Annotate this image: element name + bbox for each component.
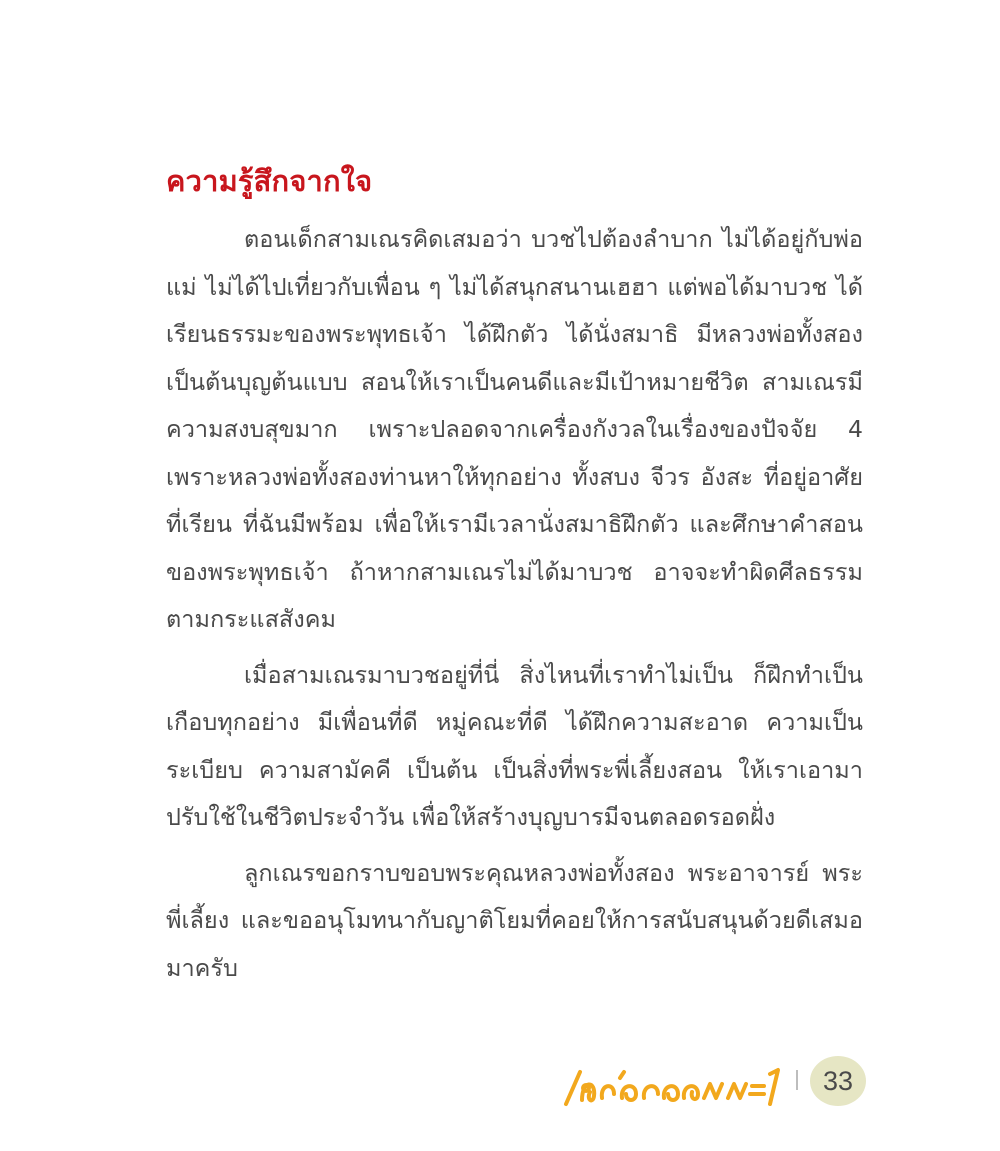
page-number-badge: 33: [810, 1056, 866, 1106]
paragraph-2: เมื่อสามเณรมาบวชอยู่ที่นี่ สิ่งไหนที่เราทำไม่เป็น ก็ฝึกทำเป็นเกือบทุกอย่าง มีเพื่อนที่ดี หมู่คณะที่ดี ได้ฝึกความสะอาด ความเป็นระเบียบ ความสามัคคี เป็นต้น เป็นสิ่งที่พระพี่เลี้ยงสอน ให้เราเอามาปรับใช้ในชีวิตประจำวัน เพื่อให้สร้างบุญบารมีจนตลอดรอดฝั่ง: [166, 660, 863, 831]
body-text: [166, 216, 863, 1000]
page-footer: [560, 1056, 870, 1112]
section-heading: ความรู้สึกจากใจ: [166, 164, 373, 198]
footer-divider: [796, 1070, 798, 1090]
paragraph-1: ตอนเด็กสามเณรคิดเสมอว่า บวชไปต้องลำบาก ไม่ได้อยู่กับพ่อแม่ ไม่ได้ไปเที่ยวกับเพื่อน ๆ ไม่ได้สนุกสนานเฮฮา แต่พอได้มาบวช ได้เรียนธรรมะของพระพุทธเจ้า ได้ฝึกตัว ได้นั่งสมาธิ มีหลวงพ่อทั้งสองเป็นต้นบุญต้นแบบ สอนให้เราเป็นคนดีและมีเป้าหมายชีวิต สามเณรมีความสงบสุขมาก เพราะปลอดจากเครื่องกังวลในเรื่องของปัจจัย 4 เพราะหลวงพ่อทั้งสองท่านหาให้ทุกอย่าง ทั้งสบง จีวร อังสะ ที่อยู่อาศัย ที่เรียน ที่ฉันมีพร้อม เพื่อให้เรามีเวลานั่งสมาธิฝึกตัว และศึกษาคำสอนของพระพุทธเจ้า ถ้าหากสามเณรไม่ได้มาบวช อาจจะทำผิดศีลธรรมตามกระแสสังคม: [166, 225, 863, 633]
series-title-logo: [560, 1056, 785, 1112]
paragraph-3: ลูกเณรขอกราบขอบพระคุณหลวงพ่อทั้งสอง พระอาจารย์ พระพี่เลี้ยง และขออนุโมทนากับญาติโยมที่คอยให้การสนับสนุนด้วยดีเสมอมาครับ: [166, 858, 863, 982]
